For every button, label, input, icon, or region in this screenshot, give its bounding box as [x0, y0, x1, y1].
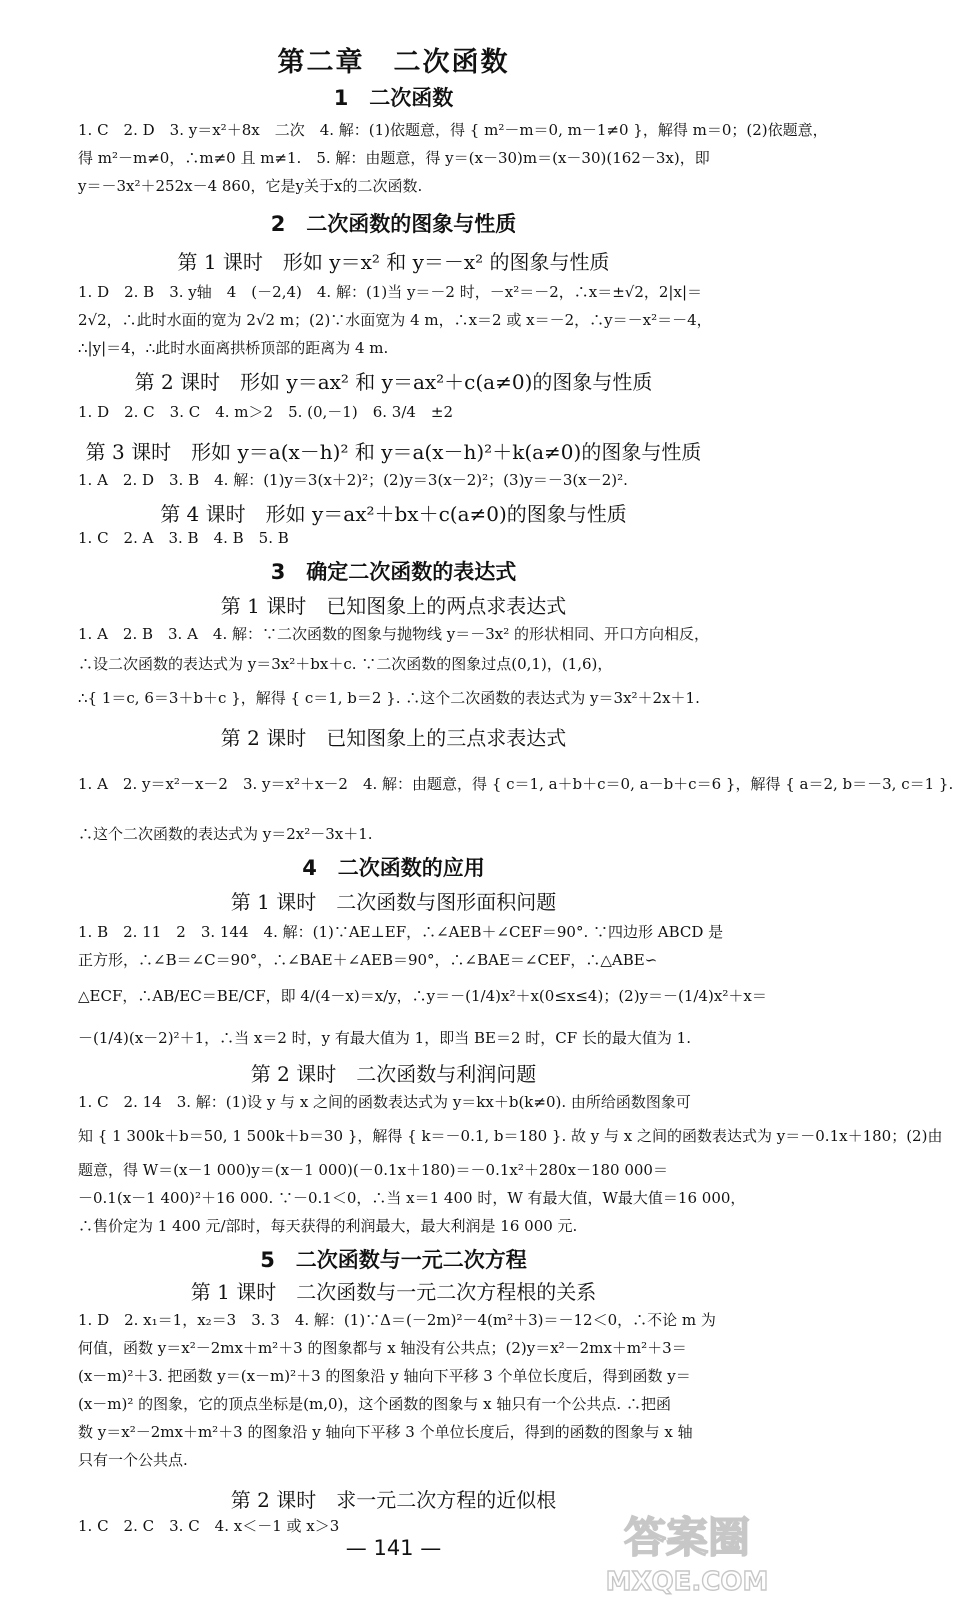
lesson-title: 第 2 课时 二次函数与利润问题 [250, 1062, 537, 1086]
answer-line: (x－m)²＋3. 把函数 y＝(x－m)²＋3 的图象沿 y 轴向下平移 3 个单位长度后，得到函数 y＝ [78, 1367, 691, 1385]
answer-line: 1. C 2. 14 3. 解：(1)设 y 与 x 之间的函数表达式为 y＝kx＋b(k≠0). 由所给函数图象可 [78, 1093, 691, 1111]
lesson-title: 第 1 课时 二次函数与图形面积问题 [230, 890, 557, 914]
answer-line: 1. A 2. B 3. A 4. 解：∵二次函数的图象与抛物线 y＝－3x² 的形状相同、开口方向相反， [78, 625, 710, 643]
answer-line: 何值，函数 y＝x²－2mx＋m²＋3 的图象都与 x 轴没有公共点；(2)y＝x²－2mx＋m²＋3＝ [78, 1339, 687, 1357]
answer-line: 1. C 2. A 3. B 4. B 5. B [78, 529, 289, 547]
answer-line: 得 m²－m≠0，∴m≠0 且 m≠1. 5. 解：由题意，得 y＝(x－30)m＝(x－30)(162－3x)，即 [78, 149, 710, 167]
section-title-2: 2 二次函数的图象与性质 [270, 212, 517, 236]
answer-line: 数 y＝x²－2mx＋m²＋3 的图象沿 y 轴向下平移 3 个单位长度后，得到的函数的图象与 x 轴 [78, 1423, 693, 1441]
lesson-title: 第 3 课时 形如 y＝a(x－h)² 和 y＝a(x－h)²＋k(a≠0)的图象与性质 [85, 440, 702, 464]
answer-line: ∴{ 1＝c, 6＝3＋b＋c }，解得 { c＝1, b＝2 }. ∴这个二次函数的表达式为 y＝3x²＋2x＋1. [78, 689, 700, 707]
lesson-title: 第 1 课时 已知图象上的两点求表达式 [220, 594, 567, 618]
answer-line: ∴|y|＝4，∴此时水面离拱桥顶部的距离为 4 m. [78, 339, 389, 357]
watermark-logo [597, 1500, 777, 1600]
answer-line: 1. B 2. 11 2 3. 144 4. 解：(1)∵AE⊥EF，∴∠AEB＋∠CEF＝90°. ∵四边形 ABCD 是 [78, 923, 724, 941]
answer-line: －0.1(x－1 400)²＋16 000. ∵－0.1＜0，∴当 x＝1 400 时，W 有最大值，W最大值＝16 000， [78, 1189, 746, 1207]
answer-line: ∴售价定为 1 400 元/部时，每天获得的利润最大，最大利润是 16 000 元. [78, 1217, 578, 1235]
answer-line: －(1/4)(x－2)²＋1，∴当 x＝2 时，y 有最大值为 1，即当 BE＝2 时，CF 长的最大值为 1. [78, 1029, 691, 1047]
answer-line: 1. C 2. C 3. C 4. x＜－1 或 x＞3 [78, 1517, 340, 1535]
answer-line: 正方形，∴∠B＝∠C＝90°，∴∠BAE＋∠AEB＝90°，∴∠BAE＝∠CEF，∴△ABE∽ [78, 951, 658, 969]
answer-line: y＝－3x²＋252x－4 860，它是y关于x的二次函数. [78, 177, 423, 195]
chapter-title: 第二章 二次函数 [277, 47, 510, 78]
answer-line: 1. A 2. y＝x²－x－2 3. y＝x²＋x－2 4. 解：由题意，得 { c＝1, a＋b＋c＝0, a－b＋c＝6 }，解得 { a＝2, b＝－3, c＝1 }. [78, 775, 953, 793]
answer-line: ∴设二次函数的表达式为 y＝3x²＋bx＋c. ∵二次函数的图象过点(0,1)，(1,6)， [78, 655, 613, 673]
lesson-title: 第 1 课时 形如 y＝x² 和 y＝－x² 的图象与性质 [177, 250, 610, 274]
section-title-1: 1 二次函数 [333, 86, 454, 110]
answer-line: 知 { 1 300k＋b＝50, 1 500k＋b＝30 }，解得 { k＝－0.1, b＝180 }. 故 y 与 x 之间的函数表达式为 y＝－0.1x＋180；(2)由 [78, 1127, 943, 1145]
lesson-title: 第 2 课时 已知图象上的三点求表达式 [220, 726, 567, 750]
section-title-4: 4 二次函数的应用 [302, 856, 485, 880]
lesson-title: 第 4 课时 形如 y＝ax²＋bx＋c(a≠0)的图象与性质 [160, 502, 627, 526]
answer-line: (x－m)² 的图象，它的顶点坐标是(m,0)，这个函数的图象与 x 轴只有一个公共点. ∴把函 [78, 1395, 671, 1413]
watermark-top-text: 答案圈 [623, 1513, 751, 1562]
answer-line: 题意，得 W＝(x－1 000)y＝(x－1 000)(－0.1x＋180)＝－0.1x²＋280x－180 000＝ [78, 1161, 668, 1179]
answer-line: 只有一个公共点. [78, 1451, 188, 1469]
section-title-3: 3 确定二次函数的表达式 [270, 560, 517, 584]
lesson-title: 第 2 课时 求一元二次方程的近似根 [230, 1488, 557, 1512]
answer-line: 1. D 2. C 3. C 4. m＞2 5. (0,－1) 6. 3/4 ±2 [78, 403, 454, 421]
answer-line: 1. C 2. D 3. y＝x²＋8x 二次 4. 解：(1)依题意，得 { m²－m＝0, m－1≠0 }，解得 m＝0；(2)依题意， [78, 121, 828, 139]
answer-line: 2√2，∴此时水面的宽为 2√2 m；(2)∵水面宽为 4 m，∴x＝2 或 x＝－2，∴y＝－x²＝－4， [78, 311, 712, 329]
answer-line: 1. A 2. D 3. B 4. 解：(1)y＝3(x＋2)²；(2)y＝3(x－2)²；(3)y＝－3(x－2)². [78, 471, 628, 489]
answer-line: 1. D 2. B 3. y轴 4 (－2,4) 4. 解：(1)当 y＝－2 时，－x²＝－2，∴x＝±√2，2|x|＝ [78, 283, 703, 301]
section-title-5: 5 二次函数与一元二次方程 [260, 1248, 527, 1272]
answer-line: ∴这个二次函数的表达式为 y＝2x²－3x＋1. [78, 825, 373, 843]
answer-line: 1. D 2. x₁＝1，x₂＝3 3. 3 4. 解：(1)∵Δ＝(－2m)²－4(m²＋3)＝－12＜0，∴不论 m 为 [78, 1311, 716, 1329]
lesson-title: 第 1 课时 二次函数与一元二次方程根的关系 [190, 1280, 597, 1304]
answer-line: △ECF，∴AB/EC＝BE/CF，即 4/(4－x)＝x/y，∴y＝－(1/4)x²＋x(0≤x≤4)；(2)y＝－(1/4)x²＋x＝ [78, 987, 767, 1005]
watermark-bottom-text: MXQE.COM [605, 1567, 769, 1597]
lesson-title: 第 2 课时 形如 y＝ax² 和 y＝ax²＋c(a≠0)的图象与性质 [134, 370, 653, 394]
page-number: — 141 — [345, 1536, 442, 1560]
